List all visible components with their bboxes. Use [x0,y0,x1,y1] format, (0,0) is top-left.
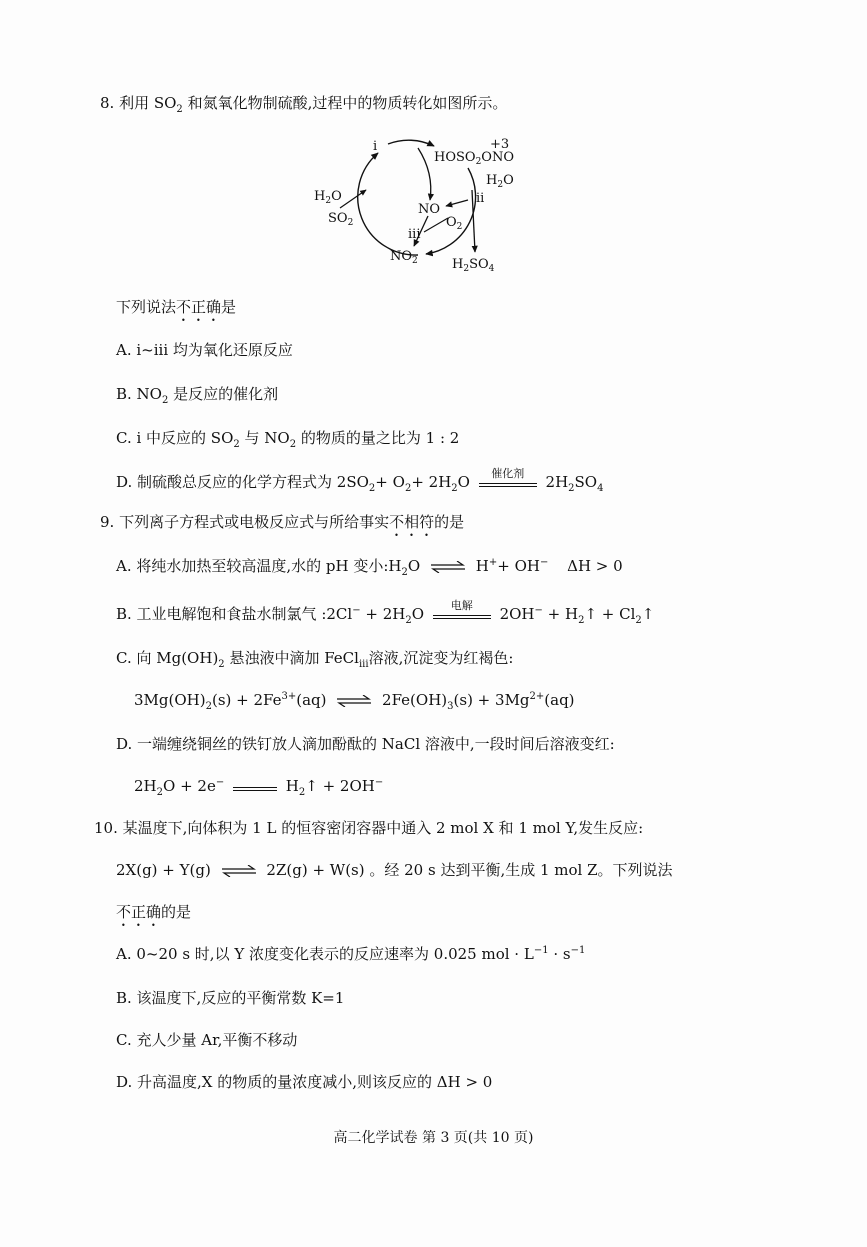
step-iii-label: iii [408,227,421,242]
q9-option-d-equation: $2H_2O + 2e^-$ $H_2↑ + 2OH^-$ [134,777,384,798]
arrow-input-left [340,190,366,208]
step-ii-label: ii [476,191,485,206]
q8-option-a: A. i~iii 均为氧化还原反应 [116,341,293,359]
arrow-to-no [446,200,468,206]
q10-option-c: C. 充人少量 Ar,平衡不移动 [116,1031,298,1049]
q8-option-d: D. 制硫酸总反应的化学方程式为 $2SO_2+ O_2+ 2H_2O$ 催化剂 $2H_2SO_4$ [116,467,604,494]
q8-stem: 8. 利用 $SO_2$ 和氮氧化物制硫酸,过程中的物质转化如图所示。 [100,94,508,115]
so2-label: $SO_2$ [328,211,354,228]
equilibrium-arrow-icon [220,865,258,877]
q8-cycle-diagram [300,128,530,278]
q8-option-c: C. i 中反应的 $SO_2$ 与 $NO_2$ 的物质的量之比为 1 : 2 [116,429,460,450]
electrolysis-condition: 电解 [433,605,491,625]
inner-arrow [418,148,431,200]
ox-state-label: +3 [490,137,510,152]
catalyst-condition: 催化剂 [479,473,537,493]
h2o-right-label: $H_2O$ [486,173,514,190]
cycle-arc-top [388,140,434,146]
q9-option-b: B. 工业电解饱和食盐水制氯气 :2Cl− + $2H_2O$ 电解 $2OH^- + H_2↑$ + $Cl_2↑$ [116,599,655,626]
q8-prompt: 下列说法不正确是 [116,298,237,316]
h2o-left-label: $H_2O$ [314,189,342,206]
o2-branch [424,218,448,232]
q9-option-c-equation: $3Mg(OH)_2(s) + 2Fe^{3+}(aq) 2Fe(OH)_3(s) + 3Mg^{2+}(aq)$ [134,691,575,712]
equilibrium-arrow-icon [429,561,467,573]
q10-option-b: B. 该温度下,反应的平衡常数 K=1 [116,989,345,1007]
q9-option-d: D. 一端缠绕铜丝的铁钉放人滴加酚酞的 NaCl 溶液中,一段时间后溶液变红: [116,735,615,753]
equilibrium-arrow-icon [335,695,373,707]
q10-prompt: 不正确的是 [116,903,192,921]
arrow-to-h2so4 [472,190,475,252]
no2-label: $NO_2$ [390,249,418,266]
equals-sign [233,777,277,797]
page-footer: 高二化学试卷 第 3 页(共 10 页) [333,1130,534,1146]
q10-equation: 2X(g) + Y(g) 2Z(g) + W(s) 。经 20 s 达到平衡,生成 1 mol Z。下列说法 [116,861,673,879]
q10-option-d: D. 升高温度,X 的物质的量浓度减小,则该反应的 ΔH > 0 [116,1073,493,1091]
step-i-label: i [373,139,378,154]
h2so4-label: $H_2SO_4$ [452,257,495,274]
no-label: NO [418,202,441,217]
q8-option-b: B. $NO_2$ 是反应的催化剂 [116,385,279,406]
q9-option-c: C. 向 $Mg(OH)_2$ 悬浊液中滴加 FeCl$_{iii}$溶液,沉淀变为红褐色: [116,649,514,670]
hoso2ono-label: $HOSO_2ONO$ [434,150,514,167]
q9-option-a: A. 将纯水加热至较高温度,水的 pH 变小$:H_2O$ H++ OH− ΔH > 0 [116,557,623,578]
o2-label: $O_2$ [446,215,463,232]
q9-stem: 9. 下列离子方程式或电极反应式与所给事实不相符的是 [100,513,465,531]
q10-stem: 10. 某温度下,向体积为 1 L 的恒容密闭容器中通入 2 mol X 和 1 mol Y,发生反应: [94,819,644,837]
q10-option-a: A. 0~20 s 时,以 Y 浓度变化表示的反应速率为 0.025 mol · $L^{-1} \cdot s^{-1}$ [116,945,586,963]
